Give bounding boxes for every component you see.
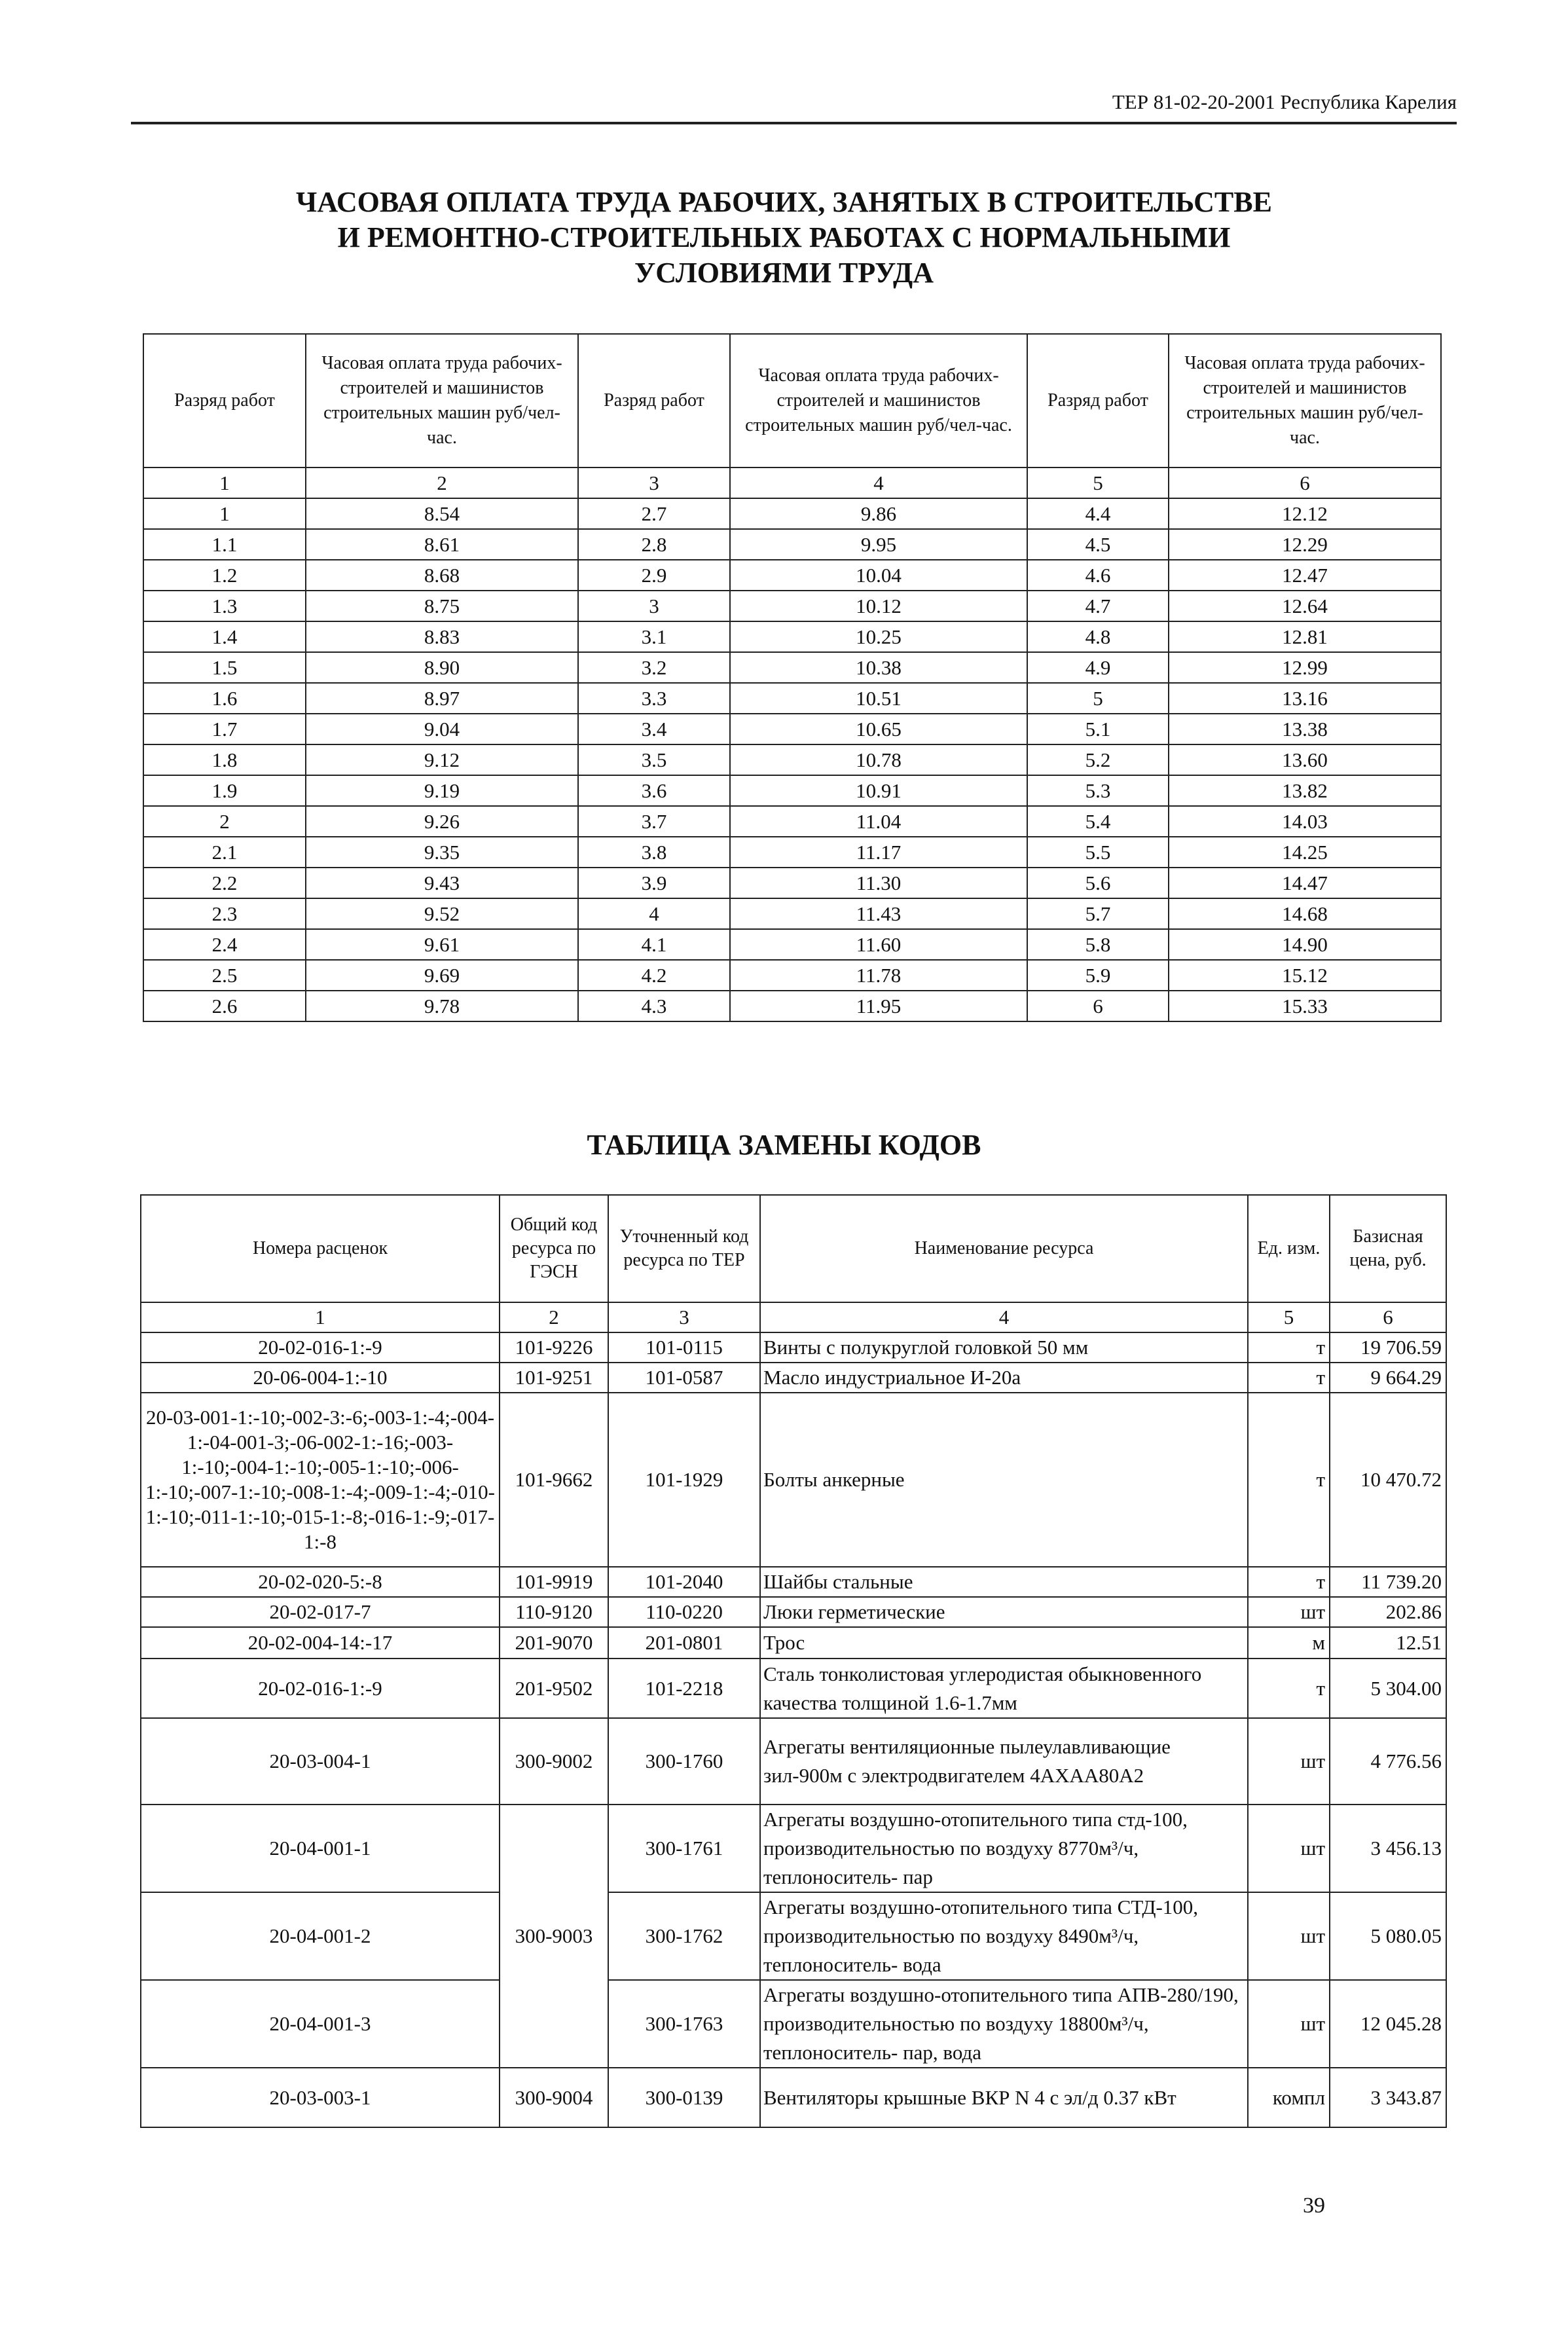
column-number: 3 (608, 1302, 760, 1332)
table-cell: 12.81 (1169, 621, 1441, 652)
table-cell: 8.90 (306, 652, 578, 683)
resource-name-cell: Люки герметические (760, 1597, 1248, 1627)
ter-code-cell: 101-1929 (608, 1393, 760, 1567)
table-row (141, 1805, 1446, 1892)
table-cell: 9.86 (730, 498, 1027, 529)
table-row (143, 868, 1441, 898)
table-cell: 4.5 (1027, 529, 1169, 560)
unit-cell: т (1248, 1659, 1330, 1718)
column-header: Общий код ресурса по ГЭСН (500, 1195, 608, 1302)
resource-name-cell: Винты с полукруглой головкой 50 мм (760, 1332, 1248, 1363)
table-cell: 4.8 (1027, 621, 1169, 652)
table-row (143, 560, 1441, 591)
table-cell: 3.2 (578, 652, 730, 683)
wage-rate-table (143, 333, 1442, 1022)
price-cell: 5 080.05 (1330, 1892, 1446, 1980)
table-cell: 13.16 (1169, 683, 1441, 714)
price-cell: 11 739.20 (1330, 1567, 1446, 1597)
table-cell: 8.61 (306, 529, 578, 560)
table-cell: 11.78 (730, 960, 1027, 991)
resource-name-cell: Агрегаты воздушно-отопительного типа СТД-100, производительностью по воздуху 8490м³/ч, теплоноситель- вода (760, 1892, 1248, 1980)
table-cell: 1 (143, 498, 306, 529)
price-cell: 10 470.72 (1330, 1393, 1446, 1567)
table-cell: 11.60 (730, 929, 1027, 960)
column-number: 1 (143, 467, 306, 498)
table-cell: 3.4 (578, 714, 730, 744)
table-cell: 9.95 (730, 529, 1027, 560)
resource-name-cell: Агрегаты воздушно-отопительного типа АПВ-280/190, производительностью по воздуху 18800м³/ч, теплоноситель- пар, вода (760, 1980, 1248, 2068)
table-cell: 9.19 (306, 775, 578, 806)
table2-title: ТАБЛИЦА ЗАМЕНЫ КОДОВ (587, 1129, 981, 1161)
table-cell: 3.5 (578, 744, 730, 775)
table-cell: 9.12 (306, 744, 578, 775)
table-cell: 12.64 (1169, 591, 1441, 621)
column-number: 3 (578, 467, 730, 498)
resource-name-cell: Шайбы стальные (760, 1567, 1248, 1597)
rate-codes-cell: 20-04-001-2 (141, 1892, 500, 1980)
table-row (141, 1567, 1446, 1597)
table-row (143, 806, 1441, 837)
table-cell: 3.3 (578, 683, 730, 714)
table-cell: 11.17 (730, 837, 1027, 868)
price-cell: 4 776.56 (1330, 1718, 1446, 1805)
table-cell: 12.47 (1169, 560, 1441, 591)
table-row (143, 744, 1441, 775)
ter-code-cell: 201-0801 (608, 1627, 760, 1659)
table-cell: 9.04 (306, 714, 578, 744)
unit-cell: шт (1248, 1597, 1330, 1627)
rate-codes-cell: 20-02-020-5:-8 (141, 1567, 500, 1597)
column-number: 6 (1169, 467, 1441, 498)
table-cell: 12.29 (1169, 529, 1441, 560)
column-header: Часовая оплата труда рабочих-строителей и машинистов строительных машин руб/чел-час. (730, 334, 1027, 467)
table-cell: 3.8 (578, 837, 730, 868)
table-row (141, 2068, 1446, 2127)
ter-code-cell: 101-0587 (608, 1363, 760, 1393)
table-cell: 2.3 (143, 898, 306, 929)
table-cell: 4 (578, 898, 730, 929)
table-cell: 9.69 (306, 960, 578, 991)
table-cell: 11.95 (730, 991, 1027, 1021)
table-cell: 2.8 (578, 529, 730, 560)
table-cell: 6 (1027, 991, 1169, 1021)
table-row (143, 683, 1441, 714)
column-number: 5 (1027, 467, 1169, 498)
table-cell: 14.03 (1169, 806, 1441, 837)
table-cell: 13.82 (1169, 775, 1441, 806)
table-cell: 5 (1027, 683, 1169, 714)
table-cell: 3.6 (578, 775, 730, 806)
ter-code-cell: 110-0220 (608, 1597, 760, 1627)
table-cell: 2.9 (578, 560, 730, 591)
unit-cell: м (1248, 1627, 1330, 1659)
table-cell: 2.2 (143, 868, 306, 898)
table-cell: 10.25 (730, 621, 1027, 652)
rate-codes-cell: 20-02-017-7 (141, 1597, 500, 1627)
column-header: Базисная цена, руб. (1330, 1195, 1446, 1302)
unit-cell: т (1248, 1363, 1330, 1393)
table-cell: 12.12 (1169, 498, 1441, 529)
table-row (141, 1363, 1446, 1393)
table-cell: 10.91 (730, 775, 1027, 806)
table-row (141, 1597, 1446, 1627)
resource-name-cell: Масло индустриальное И-20а (760, 1363, 1248, 1393)
table-row (143, 929, 1441, 960)
unit-cell: шт (1248, 1805, 1330, 1892)
rate-codes-cell: 20-03-001-1:-10;-002-3:-6;-003-1:-4;-004-1:-04-001-3;-06-002-1:-16;-003-1:-10;-004-1:-10;-005-1:-10;-006-1:-10;-007-1:-10;-008-1:-4;-009-1:-4;-010-1:-10;-011-1:-10;-015-1:-8;-016-1:-9;-017-1:-8 (141, 1393, 500, 1567)
resource-name-cell: Агрегаты вентиляционные пылеулавливающие зил-900м с электродвигателем 4АХАА80А2 (760, 1718, 1248, 1805)
table-cell: 4.4 (1027, 498, 1169, 529)
table-row (141, 1892, 1446, 1980)
column-header: Ед. изм. (1248, 1195, 1330, 1302)
table-cell: 3.9 (578, 868, 730, 898)
table-row (143, 898, 1441, 929)
table-row (143, 498, 1441, 529)
table-cell: 10.12 (730, 591, 1027, 621)
table-cell: 8.54 (306, 498, 578, 529)
table-cell: 10.78 (730, 744, 1027, 775)
price-cell: 5 304.00 (1330, 1659, 1446, 1718)
price-cell: 3 456.13 (1330, 1805, 1446, 1892)
gesn-code-cell: 201-9070 (500, 1627, 608, 1659)
table-cell: 9.35 (306, 837, 578, 868)
unit-cell: т (1248, 1332, 1330, 1363)
unit-cell: т (1248, 1393, 1330, 1567)
ter-code-cell: 300-1760 (608, 1718, 760, 1805)
title-line: УСЛОВИЯМИ ТРУДА (634, 257, 934, 289)
resource-name-cell: Трос (760, 1627, 1248, 1659)
table-cell: 9.78 (306, 991, 578, 1021)
table-cell: 8.68 (306, 560, 578, 591)
price-cell: 12.51 (1330, 1627, 1446, 1659)
table-cell: 9.43 (306, 868, 578, 898)
ter-code-cell: 300-0139 (608, 2068, 760, 2127)
rate-codes-cell: 20-06-004-1:-10 (141, 1363, 500, 1393)
table-cell: 11.30 (730, 868, 1027, 898)
table-row (143, 467, 1441, 498)
table-cell: 4.9 (1027, 652, 1169, 683)
table-row (141, 1659, 1446, 1718)
table-cell: 5.1 (1027, 714, 1169, 744)
table-cell: 5.6 (1027, 868, 1169, 898)
title-line: ЧАСОВАЯ ОПЛАТА ТРУДА РАБОЧИХ, ЗАНЯТЫХ В СТРОИТЕЛЬСТВЕ (296, 186, 1272, 218)
table-cell: 1.6 (143, 683, 306, 714)
table-row (141, 1332, 1446, 1363)
column-header: Разряд работ (1027, 334, 1169, 467)
gesn-code-cell: 101-9662 (500, 1393, 608, 1567)
table-cell: 1.9 (143, 775, 306, 806)
header-rule (131, 122, 1457, 124)
table-row (143, 837, 1441, 868)
table-cell: 13.38 (1169, 714, 1441, 744)
table-row (143, 334, 1441, 467)
table-cell: 5.8 (1027, 929, 1169, 960)
column-number: 6 (1330, 1302, 1446, 1332)
table-cell: 3 (578, 591, 730, 621)
table-cell: 1.1 (143, 529, 306, 560)
rate-codes-cell: 20-02-004-14:-17 (141, 1627, 500, 1659)
table-cell: 5.5 (1027, 837, 1169, 868)
table-cell: 12.99 (1169, 652, 1441, 683)
rate-codes-cell: 20-02-016-1:-9 (141, 1659, 500, 1718)
column-header: Уточненный код ресурса по ТЕР (608, 1195, 760, 1302)
table-row (141, 1393, 1446, 1567)
table-cell: 1.2 (143, 560, 306, 591)
unit-cell: т (1248, 1567, 1330, 1597)
ter-code-cell: 101-2040 (608, 1567, 760, 1597)
table-cell: 2.4 (143, 929, 306, 960)
table-cell: 10.65 (730, 714, 1027, 744)
table-cell: 2.5 (143, 960, 306, 991)
price-cell: 12 045.28 (1330, 1980, 1446, 2068)
table-row (143, 529, 1441, 560)
unit-cell: шт (1248, 1892, 1330, 1980)
ter-code-cell: 300-1761 (608, 1805, 760, 1892)
rate-codes-cell: 20-04-001-1 (141, 1805, 500, 1892)
table-cell: 4.2 (578, 960, 730, 991)
table-cell: 1.8 (143, 744, 306, 775)
price-cell: 3 343.87 (1330, 2068, 1446, 2127)
resource-name-cell: Вентиляторы крышные ВКР N 4 с эл/д 0.37 кВт (760, 2068, 1248, 2127)
table1-title (0, 185, 1568, 291)
column-header: Разряд работ (578, 334, 730, 467)
table-cell: 10.04 (730, 560, 1027, 591)
table-row (141, 1980, 1446, 2068)
rate-codes-cell: 20-03-003-1 (141, 2068, 500, 2127)
table-cell: 11.04 (730, 806, 1027, 837)
ter-code-cell: 101-2218 (608, 1659, 760, 1718)
running-header: ТЕР 81-02-20-2001 Республика Карелия (1112, 90, 1457, 113)
resource-name-cell: Сталь тонколистовая углеродистая обыкновенного качества толщиной 1.6-1.7мм (760, 1659, 1248, 1718)
column-header: Разряд работ (143, 334, 306, 467)
table-cell: 9.26 (306, 806, 578, 837)
column-number: 2 (306, 467, 578, 498)
table-cell: 15.12 (1169, 960, 1441, 991)
table-row (141, 1195, 1446, 1302)
table-cell: 10.38 (730, 652, 1027, 683)
gesn-code-cell: 300-9004 (500, 2068, 608, 2127)
ter-code-cell: 101-0115 (608, 1332, 760, 1363)
table-row (143, 652, 1441, 683)
column-number: 4 (730, 467, 1027, 498)
table-cell: 5.7 (1027, 898, 1169, 929)
table-cell: 14.68 (1169, 898, 1441, 929)
table-cell: 8.75 (306, 591, 578, 621)
title-line: И РЕМОНТНО-СТРОИТЕЛЬНЫХ РАБОТАХ С НОРМАЛЬНЫМИ (337, 221, 1231, 253)
table-row (143, 621, 1441, 652)
rate-codes-cell: 20-03-004-1 (141, 1718, 500, 1805)
table-cell: 10.51 (730, 683, 1027, 714)
table-cell: 3.7 (578, 806, 730, 837)
table-row (141, 1627, 1446, 1659)
column-number: 5 (1248, 1302, 1330, 1332)
price-cell: 9 664.29 (1330, 1363, 1446, 1393)
table-cell: 3.1 (578, 621, 730, 652)
gesn-code-cell: 110-9120 (500, 1597, 608, 1627)
table-cell: 1.7 (143, 714, 306, 744)
table-row (143, 591, 1441, 621)
gesn-code-cell: 101-9226 (500, 1332, 608, 1363)
gesn-code-cell: 201-9502 (500, 1659, 608, 1718)
table-cell: 4.3 (578, 991, 730, 1021)
table-row (143, 775, 1441, 806)
table-cell: 4.6 (1027, 560, 1169, 591)
table-cell: 11.43 (730, 898, 1027, 929)
code-replacement-table (140, 1194, 1447, 2128)
page-number: 39 (1303, 2193, 1325, 2218)
table-cell: 4.7 (1027, 591, 1169, 621)
table-row (143, 714, 1441, 744)
column-header: Номера расценок (141, 1195, 500, 1302)
gesn-code-cell: 300-9002 (500, 1718, 608, 1805)
resource-name-cell: Болты анкерные (760, 1393, 1248, 1567)
table-cell: 4.1 (578, 929, 730, 960)
table-row (143, 991, 1441, 1021)
column-header: Часовая оплата труда рабочих-строителей и машинистов строительных машин руб/чел-час. (1169, 334, 1441, 467)
table-cell: 14.25 (1169, 837, 1441, 868)
table-cell: 5.9 (1027, 960, 1169, 991)
table-cell: 13.60 (1169, 744, 1441, 775)
table-cell: 9.61 (306, 929, 578, 960)
gesn-code-cell: 101-9919 (500, 1567, 608, 1597)
ter-code-cell: 300-1763 (608, 1980, 760, 2068)
table-cell: 14.90 (1169, 929, 1441, 960)
unit-cell: шт (1248, 1718, 1330, 1805)
table-cell: 2.6 (143, 991, 306, 1021)
column-number: 4 (760, 1302, 1248, 1332)
unit-cell: компл (1248, 2068, 1330, 2127)
column-number: 1 (141, 1302, 500, 1332)
resource-name-cell: Агрегаты воздушно-отопительного типа стд-100, производительностью по воздуху 8770м³/ч, теплоноситель- пар (760, 1805, 1248, 1892)
table-cell: 5.2 (1027, 744, 1169, 775)
table-row (143, 960, 1441, 991)
price-cell: 202.86 (1330, 1597, 1446, 1627)
table-cell: 5.4 (1027, 806, 1169, 837)
table-row (141, 1718, 1446, 1805)
table-cell: 14.47 (1169, 868, 1441, 898)
price-cell: 19 706.59 (1330, 1332, 1446, 1363)
rate-codes-cell: 20-02-016-1:-9 (141, 1332, 500, 1363)
table-cell: 1.4 (143, 621, 306, 652)
unit-cell: шт (1248, 1980, 1330, 2068)
table-cell: 8.83 (306, 621, 578, 652)
table-cell: 1.5 (143, 652, 306, 683)
gesn-code-cell: 300-9003 (500, 1805, 608, 2068)
ter-code-cell: 300-1762 (608, 1892, 760, 1980)
table-cell: 5.3 (1027, 775, 1169, 806)
table-cell: 9.52 (306, 898, 578, 929)
column-header: Наименование ресурса (760, 1195, 1248, 1302)
table-cell: 1.3 (143, 591, 306, 621)
table-cell: 15.33 (1169, 991, 1441, 1021)
table-cell: 2.1 (143, 837, 306, 868)
column-header: Часовая оплата труда рабочих-строителей и машинистов строительных машин руб/чел-час. (306, 334, 578, 467)
table-cell: 2.7 (578, 498, 730, 529)
table-cell: 2 (143, 806, 306, 837)
gesn-code-cell: 101-9251 (500, 1363, 608, 1393)
table-row (141, 1302, 1446, 1332)
table-cell: 8.97 (306, 683, 578, 714)
rate-codes-cell: 20-04-001-3 (141, 1980, 500, 2068)
column-number: 2 (500, 1302, 608, 1332)
